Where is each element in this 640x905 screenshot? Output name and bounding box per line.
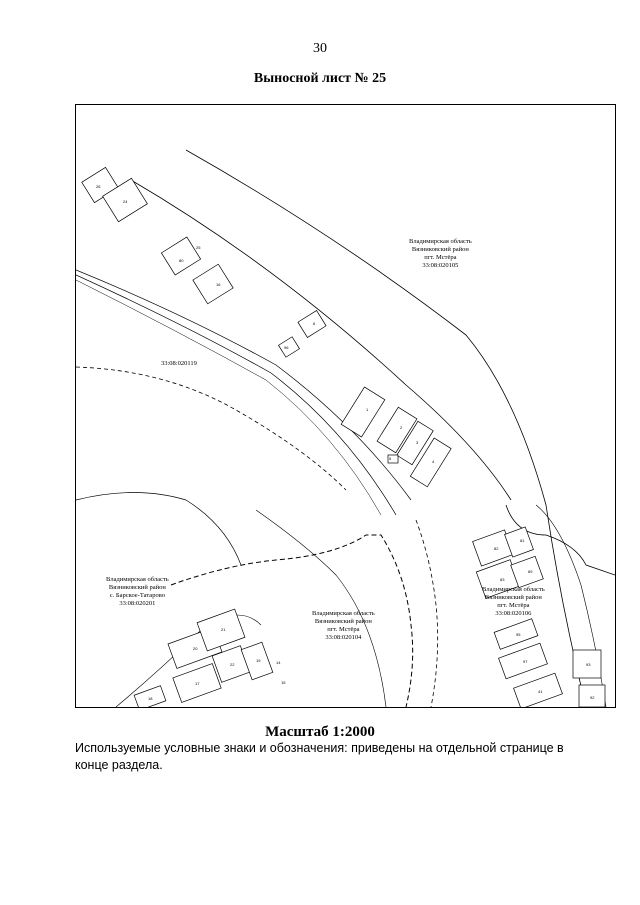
zone-cadastral-number: 33:08:020105 bbox=[422, 262, 459, 269]
parcel-number: 93 bbox=[586, 662, 591, 667]
road-line-1 bbox=[76, 270, 411, 500]
zone-region: Владимирская область bbox=[409, 238, 472, 245]
zone-cadastral-number: 33:08:020119 bbox=[161, 360, 197, 367]
zone-label-020201 bbox=[106, 576, 169, 608]
parcel-number: 95 bbox=[516, 632, 521, 637]
parcel-number: 83 bbox=[500, 577, 505, 582]
parcel-number: 20 bbox=[193, 646, 198, 651]
zone-label-020106 bbox=[482, 586, 545, 618]
parcel-number: 15 bbox=[281, 680, 286, 685]
parcel-96 bbox=[279, 337, 300, 357]
zone-settlement: с. Барское-Татарово bbox=[109, 592, 165, 599]
parcel-number: 18 bbox=[148, 696, 153, 701]
parcel-number: 97 bbox=[523, 659, 528, 664]
parcel-number: 16 bbox=[216, 282, 221, 287]
parcel-number: 5 bbox=[389, 456, 392, 461]
zone-settlement: пгт. Мстёра bbox=[497, 602, 530, 609]
zone-district: Вязниковский район bbox=[108, 584, 166, 591]
zone-label-020104 bbox=[312, 610, 375, 642]
zone-district: Вязниковский район bbox=[484, 594, 542, 601]
zone-cadastral-number: 33:08:020104 bbox=[325, 634, 362, 641]
line-center bbox=[256, 510, 386, 707]
cadastral-map bbox=[75, 104, 616, 708]
zone-label-020105 bbox=[409, 238, 472, 270]
parcel-1 bbox=[341, 387, 385, 437]
line-lower-left bbox=[76, 493, 241, 566]
parcel-number: 4 bbox=[432, 459, 435, 464]
parcel-number: 82 bbox=[494, 546, 499, 551]
zone-district: Вязниковский район bbox=[314, 618, 372, 625]
page-number: 30 bbox=[313, 41, 327, 56]
parcel-number: 1 bbox=[366, 407, 369, 412]
boundary-dashed-1 bbox=[76, 367, 346, 490]
parcel-number: 24 bbox=[123, 199, 128, 204]
parcel-25 bbox=[161, 237, 200, 275]
parcel-number: 21 bbox=[221, 627, 226, 632]
zone-label-020119 bbox=[161, 360, 197, 368]
zone-settlement: пгт. Мстёра bbox=[424, 254, 457, 261]
parcel-number: 92 bbox=[590, 695, 595, 700]
zone-region: Владимирская область bbox=[106, 576, 169, 583]
parcel-number: 89 bbox=[528, 569, 533, 574]
parcel-number: 6 bbox=[313, 321, 316, 326]
parcel-number: 2 bbox=[400, 425, 403, 430]
parcel-number: 22 bbox=[230, 662, 235, 667]
parcel-number: 14 bbox=[276, 660, 281, 665]
zone-settlement: пгт. Мстёра bbox=[327, 626, 360, 633]
parcel-number: 41 bbox=[538, 689, 543, 694]
parcel-number: 25 bbox=[196, 245, 201, 250]
parcel-number: 96 bbox=[284, 345, 289, 350]
zone-district: Вязниковский район bbox=[411, 246, 469, 253]
road-line-2 bbox=[76, 275, 396, 515]
parcel-number: 26 bbox=[96, 184, 101, 189]
parcel-number: 17 bbox=[195, 681, 200, 686]
boundary-line-inner bbox=[131, 180, 511, 500]
sheet-title: Выносной лист № 25 bbox=[253, 71, 387, 86]
zone-cadastral-number: 33:08:020106 bbox=[495, 610, 532, 617]
parcel-16 bbox=[298, 311, 326, 338]
parcel-number: 81 bbox=[520, 538, 525, 543]
parcel-number: 19 bbox=[256, 658, 261, 663]
zone-cadastral-number: 33:08:020201 bbox=[119, 600, 156, 607]
zone-region: Владимирская область bbox=[482, 586, 545, 593]
parcel-number: 3 bbox=[416, 440, 419, 445]
map-scale: Масштаб 1:2000 bbox=[265, 724, 375, 740]
boundary-dashed-3 bbox=[416, 520, 438, 707]
parcel-number: 80 bbox=[179, 258, 184, 263]
zone-region: Владимирская область bbox=[312, 610, 375, 617]
parcel-80 bbox=[193, 264, 233, 304]
legend-note: Используемые условные знаки и обозначения: приведены на отдельной странице в конце раздела. bbox=[75, 741, 564, 772]
